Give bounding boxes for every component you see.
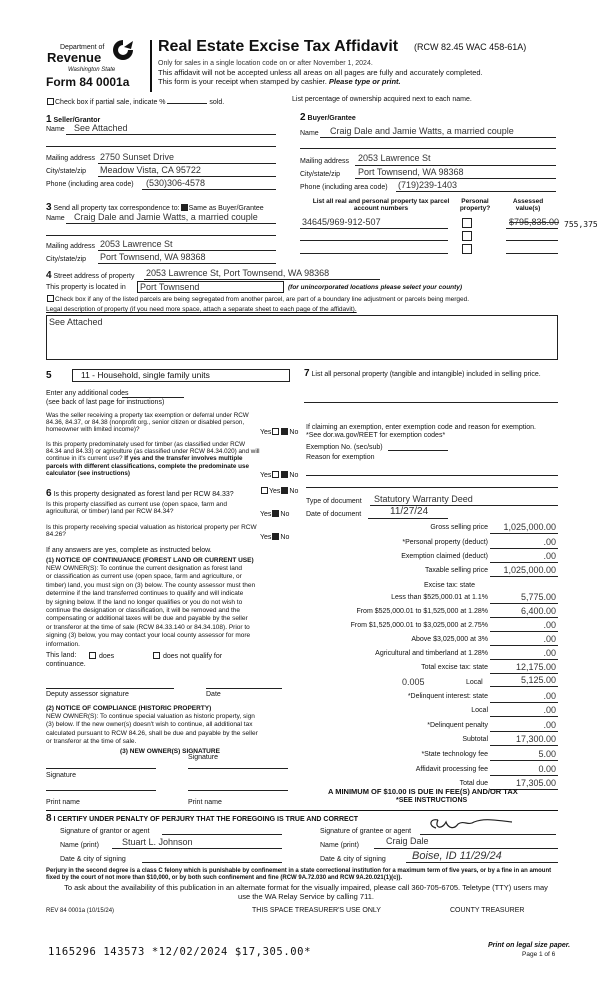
ownership-note: List percentage of ownership acquired next to each name. <box>292 96 472 103</box>
partial-sale-row: Check box if partial sale, indicate % sold. <box>46 98 224 107</box>
buyer-section: 2 Buyer/Grantee <box>300 112 356 123</box>
sec5-q1-answer: Yes No <box>260 429 299 436</box>
corr-city-label: City/state/zip <box>46 256 87 263</box>
personal-property-checkbox-1[interactable] <box>462 218 472 228</box>
buyer-city-label: City/state/zip <box>300 171 341 178</box>
notice3-title: (3) NEW OWNER(S) SIGNATURE <box>120 748 220 755</box>
notice-line: by signing below. If the land no longer qualifies or you do not wish to <box>46 598 243 606</box>
corr-mail-label: Mailing address <box>46 243 96 250</box>
assessed-value[interactable]: $795,835.00 <box>509 217 560 227</box>
sec6-q1-no[interactable] <box>281 487 288 494</box>
total-due-label: Total due <box>459 780 488 787</box>
sec5-q1-no[interactable] <box>281 428 288 435</box>
sec5-q2: Is this property predominately used for timber (as classified under RCW 84.34 and 84.33) or agriculture (as classified under RCW 84.34.020) and will continue in it's current use? If yes and the transfer involves multiple parcels with different classifications, complete the predominate use calculator (see instructions) <box>46 441 260 477</box>
state-tax-row-value[interactable]: .00 <box>543 648 556 658</box>
parcels-col3: Assessed value(s) <box>512 198 544 213</box>
seller-phone[interactable]: (530)306-4578 <box>146 178 206 188</box>
tax-row-label: Exemption claimed (deduct) <box>401 553 488 560</box>
legal-paper-note: Print on legal size paper. <box>488 942 571 949</box>
buyer-phone[interactable]: (719)239-1403 <box>398 180 458 190</box>
sec6-q3-answer: Yes No <box>260 534 290 541</box>
notice1-body <box>46 565 255 649</box>
grantee-name[interactable]: Craig Dale <box>386 836 429 846</box>
notice-line: NEW OWNER(S): To continue special valuation as historic property, sign <box>46 713 255 720</box>
tax-row-value[interactable]: .00 <box>543 537 556 547</box>
sec5-q2-yes[interactable] <box>272 471 279 478</box>
does-option: does <box>88 652 114 661</box>
notice-line: or transferor at the time of sale. <box>46 738 137 746</box>
grantor-date-label: Date & city of signing <box>60 856 126 863</box>
tax-row-value[interactable]: 1,025,000.00 <box>503 522 556 532</box>
state-tax-row-label: From $525,000.01 to $1,525,000 at 1.28% <box>356 608 488 615</box>
buyer-mail[interactable]: 2053 Lawrence St <box>358 153 431 163</box>
notice-line: or classification as current use (open space, farm and agriculture, or <box>46 573 242 581</box>
dept-line1: Department of <box>60 44 105 51</box>
grantor-print-label: Name (print) <box>60 842 99 849</box>
doc-type[interactable]: Statutory Warranty Deed <box>374 494 473 504</box>
seller-mail[interactable]: 2750 Sunset Drive <box>100 152 175 162</box>
corr-mail[interactable]: 2053 Lawrence St <box>100 239 173 249</box>
parcel-number[interactable]: 34645/969-912-507 <box>302 217 381 227</box>
tax-row-value[interactable]: 1,025,000.00 <box>503 565 556 575</box>
sec6-q1-yes[interactable] <box>261 487 268 494</box>
delinquent-interest-local-value[interactable]: .00 <box>543 705 556 715</box>
state-tax-row-label: Above $3,025,000 at 3% <box>411 636 488 643</box>
sec6-q1-row: 6 Is this property designated as forest land per RCW 84.33? <box>46 488 234 499</box>
page-title: Real Estate Excise Tax Affidavit <box>158 38 399 55</box>
local-label: Local <box>466 679 483 686</box>
seller-name-label: Name <box>46 126 65 133</box>
seller-city[interactable]: Meadow Vista, CA 95722 <box>100 165 201 175</box>
seller-city-label: City/state/zip <box>46 168 87 175</box>
corr-name[interactable]: Craig Dale and Jamie Watts, a married couple <box>74 212 258 222</box>
buyer-name-label: Name <box>300 130 319 137</box>
seller-mail-label: Mailing address <box>46 155 96 162</box>
doc-date[interactable]: 11/27/24 <box>390 506 429 517</box>
delinquent-penalty-value[interactable]: .00 <box>543 720 556 730</box>
notice2-body <box>46 713 258 747</box>
dept-line2: Washington State <box>68 67 116 73</box>
notice-line: or transferor at the time of sale (RCW 84.33.140 or 84.34.108). Prior to <box>46 623 250 631</box>
reason-label: Reason for exemption <box>306 454 375 461</box>
legal-description[interactable]: See Attached <box>46 315 558 360</box>
corr-name-label: Name <box>46 215 65 222</box>
grantee-date[interactable]: Boise, ID 11/29/24 <box>412 850 502 862</box>
excise-state-header: Excise tax: state <box>424 582 475 589</box>
notice1-title: (1) NOTICE OF CONTINUANCE (FOREST LAND OR CURRENT USE) <box>46 557 254 564</box>
state-tax-row-label: From $1,525,000.01 to $3,025,000 at 2.75% <box>350 622 488 629</box>
delinquent-interest-state-value[interactable]: .00 <box>543 691 556 701</box>
delinquent-interest-local-label: Local <box>471 707 488 714</box>
subtotal-label: Subtotal <box>462 736 488 743</box>
correspondence-row: 3 Send all property tax correspondence to: Same as Buyer/Grantee <box>46 202 264 213</box>
tax-row-label: Gross selling price <box>430 524 488 531</box>
seller-name[interactable]: See Attached <box>74 123 128 133</box>
state-tax-row-label: Agricultural and timberland at 1.28% <box>375 650 488 657</box>
county-treasurer: COUNTY TREASURER <box>450 907 525 914</box>
notice-line: calculated pursuant to RCW 84.26, shall be due and payable by the seller <box>46 729 258 737</box>
does-checkbox[interactable] <box>89 652 96 659</box>
located-note: (for unincorporated locations please select your county) <box>288 284 463 291</box>
segregated-checkbox[interactable] <box>47 295 54 302</box>
does-not-checkbox[interactable] <box>153 652 160 659</box>
located-select[interactable]: Port Townsend <box>137 281 284 293</box>
personal-property-checkbox-3[interactable] <box>462 244 472 254</box>
state-tax-row-value[interactable]: 12,175.00 <box>515 662 556 672</box>
sec6-q3-no[interactable] <box>272 533 279 540</box>
notice-line: compensating or additional taxes will be due and payable by the seller <box>46 615 248 623</box>
sec6-q1-answer: Yes No <box>260 487 298 496</box>
continuance-label: continuance. <box>46 661 86 668</box>
buyer-phone-label: Phone (including area code) <box>300 184 388 191</box>
grantee-print-label: Name (print) <box>320 842 359 849</box>
doc-type-label: Type of document <box>306 498 362 505</box>
same-as-buyer-checkbox[interactable] <box>181 204 188 211</box>
sec5-q1-yes[interactable] <box>272 428 279 435</box>
form-number: Form 84 0001a <box>46 75 130 89</box>
notice-line: determine if the land transferred continues to qualify and will indicate <box>46 590 244 598</box>
sec7-row: 7 List all personal property (tangible and intangible) included in selling price. <box>304 368 541 379</box>
page-number: Page 1 of 6 <box>522 951 556 958</box>
delinquent-penalty-label: *Delinquent penalty <box>427 722 488 729</box>
notice-line: timber) land, you must sign on (3) below. The county assessor must then <box>46 581 256 589</box>
parcels-col2: Personal property? <box>459 198 491 213</box>
state-tax-row-value[interactable]: .00 <box>543 620 556 630</box>
sec6-q2-answer: Yes No <box>260 511 290 518</box>
owner-print-label-1: Print name <box>46 799 80 806</box>
tax-row-label: *Personal property (deduct) <box>402 539 488 546</box>
notice-line: continue the designation or classification, it will be removed and the <box>46 607 241 615</box>
delinquent-interest-state-label: *Delinquent interest: state <box>407 693 488 700</box>
deputy-date-label: Date <box>206 691 221 698</box>
sec5-num: 5 <box>46 370 52 381</box>
header-note-2: This affidavit will not be accepted unless all areas on all pages are fully and accurately completed. <box>158 68 483 77</box>
processing-fee-label: Affidavit processing fee <box>415 766 488 773</box>
buyer-mail-label: Mailing address <box>300 158 350 165</box>
buyer-name[interactable]: Craig Dale and Jamie Watts, a married couple <box>330 126 514 136</box>
grantee-date-label: Date & city of signing <box>320 856 386 863</box>
minimum-notice: A MINIMUM OF $10.00 IS DUE IN FEE(S) AND/OR TAX <box>328 787 518 796</box>
receipt-stamp: 1165296 143573 *12/02/2024 $17,305.00* <box>48 946 312 958</box>
add-codes-note: (see back of last page for instructions) <box>46 399 165 406</box>
state-tax-row-label: Less than $525,000.01 at 1.1% <box>391 594 488 601</box>
sec5-q2-answer: Yes No <box>260 472 299 479</box>
notice2-title: (2) NOTICE OF COMPLIANCE (HISTORIC PROPERTY) <box>46 705 212 712</box>
legal-label: Legal description of property (if you need more space, attach a separate sheet to each page of the affidavit). <box>46 306 357 313</box>
notice-line: NEW OWNER(S): To continue the current designation as forest land <box>46 565 243 572</box>
see-instructions: *SEE INSTRUCTIONS <box>396 797 468 804</box>
local-rate[interactable]: 0.005 <box>402 677 425 687</box>
add-codes-label: Enter any additional codes <box>46 390 129 397</box>
tax-row-label: Taxable selling price <box>424 567 488 574</box>
technology-fee-label: *State technology fee <box>421 751 488 758</box>
grantor-name[interactable]: Stuart L. Johnson <box>122 837 193 847</box>
street-address[interactable]: 2053 Lawrence St, Port Townsend, WA 98368 <box>146 268 330 278</box>
processing-fee-value[interactable]: 0.00 <box>538 764 556 774</box>
sec8-row: 8 I CERTIFY UNDER PENALTY OF PERJURY THAT THE FOREGOING IS TRUE AND CORRECT <box>46 813 359 824</box>
parcels-col1: List all real and personal property tax parcel account numbers <box>312 198 450 213</box>
grantee-sig-label: Signature of grantee or agent <box>320 828 412 835</box>
owner-sig-label-2: Signature <box>188 754 218 761</box>
header-note-3: This form is your receipt when stamped by cashier. Please type or print. <box>158 77 401 86</box>
buyer-city[interactable]: Port Townsend, WA 98368 <box>358 167 464 177</box>
street-row: 4 Street address of property <box>46 270 135 281</box>
tax-row-value[interactable]: .00 <box>543 551 556 561</box>
sec5-q2-no[interactable] <box>281 471 288 478</box>
partial-sale-checkbox[interactable] <box>47 98 54 105</box>
owner-sig-label-1: Signature <box>46 772 76 779</box>
segregated-row: Check box if any of the listed parcels are being segregated from another parcel, are part of a boundary line adjustment or parcels being merged. <box>46 295 469 303</box>
exempt-no-label: Exemption No. (sec/sub) <box>306 444 383 451</box>
located-label: This property is located in <box>46 284 126 291</box>
state-tax-row-value[interactable]: 5,775.00 <box>520 592 556 602</box>
notice-line: (3) below. If the new owner(s) doesn't wish to continue, all additional tax <box>46 721 253 729</box>
perjury-notice: Perjury in the second degree is a class C felony which is punishable by confinement in a state correctional institution for a maximum term of five years, or by a fine in an amount fixed by the court of not more than $10,000, or by both such confinement and fine (RCW 9A.72.030 and RCW 9A.20.021(1)(c)). <box>46 868 552 881</box>
header-note-1: Only for sales in a single location code on or after November 1, 2024. <box>158 60 373 67</box>
local-value[interactable]: 5,125.00 <box>520 675 556 685</box>
sec6-if-yes: If any answers are yes, complete as instructed below. <box>46 547 212 554</box>
revenue-logo-icon <box>111 38 135 64</box>
land-use-code-select[interactable]: 11 - Household, single family units <box>72 369 290 382</box>
owner-print-label-2: Print name <box>188 799 222 806</box>
assessed-margin-note: 755,375 <box>564 220 598 229</box>
sec6-q3: Is this property receiving special valuation as historical property per RCW 84.26? <box>46 524 257 539</box>
corr-city[interactable]: Port Townsend, WA 98368 <box>100 252 206 262</box>
treasurer-use: THIS SPACE TREASURER'S USE ONLY <box>252 907 381 914</box>
deputy-sig-label: Deputy assessor signature <box>46 691 129 698</box>
notice-line: signing (3) below, you may contact your local county assessor for more <box>46 632 251 640</box>
seller-phone-label: Phone (including area code) <box>46 181 134 188</box>
seller-section: 1 Seller/Grantor <box>46 114 101 125</box>
exempt-label: If claiming an exemption, enter exemption code and reason for exemption. *See dor.wa.gov/REET for exemption codes* <box>306 424 536 440</box>
doc-date-label: Date of document <box>306 511 362 518</box>
revision: REV 84 0001a (10/15/24) <box>46 908 115 914</box>
total-due-value[interactable]: 17,305.00 <box>515 778 556 788</box>
dept-brand: Revenue <box>47 50 102 65</box>
state-tax-row-value[interactable]: 6,400.00 <box>520 606 556 616</box>
grantor-sig-label: Signature of grantor or agent <box>60 828 150 835</box>
sec6-q2: Is this property classified as current use (open space, farm and agricultural, or timber) land per RCW 84.34? <box>46 501 228 516</box>
sec5-q1: Was the seller receiving a property tax exemption or deferral under RCW 84.36, 84.37, or 84.38 (nonprofit org., senior citizen or disabled person, homeowner with limited income)? <box>46 412 249 434</box>
personal-property-checkbox-2[interactable] <box>462 231 472 241</box>
sec6-q2-no[interactable] <box>272 510 279 517</box>
state-tax-row-label: Total excise tax: state <box>421 664 488 671</box>
does-not-option: does not qualify for <box>152 652 222 661</box>
technology-fee-value[interactable]: 5.00 <box>538 749 556 759</box>
alt-format-notice: To ask about the availability of this publication in an alternate format for the visually impaired, please call 360-705-6705. Teletype (TTY) users may use the WA Relay Service by calling 711. <box>64 883 548 901</box>
notice-line: information. <box>46 640 80 648</box>
title-citation: (RCW 82.45 WAC 458-61A) <box>414 42 527 52</box>
subtotal-value[interactable]: 17,300.00 <box>515 734 556 744</box>
state-tax-row-value[interactable]: .00 <box>543 634 556 644</box>
this-land-row: This land: <box>46 652 77 659</box>
